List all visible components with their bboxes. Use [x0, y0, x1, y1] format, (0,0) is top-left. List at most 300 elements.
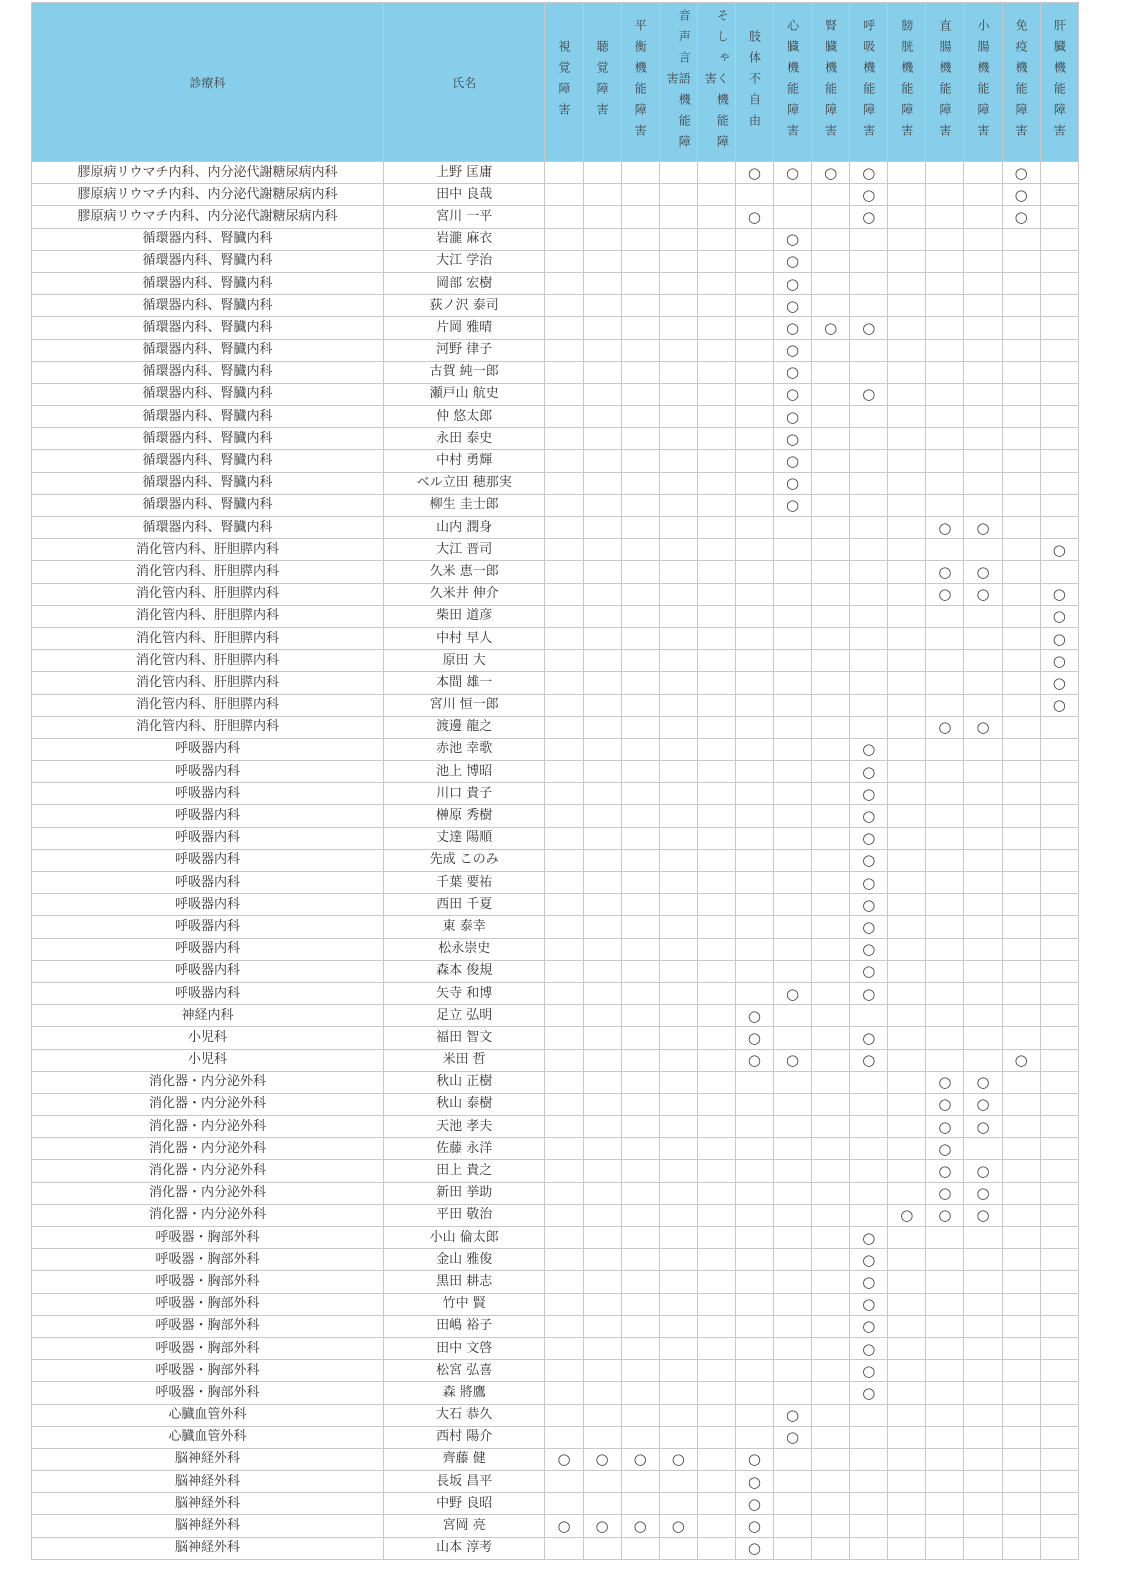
empty-cell: [926, 672, 964, 694]
table-row: [32, 672, 1079, 694]
header-category: 小腸機能障害: [964, 3, 1002, 162]
empty-cell: [621, 1293, 659, 1315]
empty-cell: [964, 494, 1002, 516]
empty-cell: [850, 605, 888, 627]
empty-cell: [621, 1537, 659, 1559]
empty-cell: [735, 894, 773, 916]
empty-cell: [583, 561, 621, 583]
empty-cell: [621, 1382, 659, 1404]
empty-cell: [774, 1382, 812, 1404]
circle-mark: ○: [774, 361, 812, 383]
empty-cell: [659, 761, 697, 783]
empty-cell: [964, 650, 1002, 672]
empty-cell: [659, 1204, 697, 1226]
empty-cell: [1002, 1227, 1040, 1249]
empty-cell: [621, 1249, 659, 1271]
empty-cell: [774, 1160, 812, 1182]
empty-cell: [697, 517, 735, 539]
empty-cell: [545, 1493, 583, 1515]
empty-cell: [1040, 494, 1078, 516]
empty-cell: [812, 406, 850, 428]
circle-mark: ○: [850, 827, 888, 849]
empty-cell: [1002, 1426, 1040, 1448]
empty-cell: [1002, 1160, 1040, 1182]
circle-mark: ○: [850, 738, 888, 760]
empty-cell: [1002, 1027, 1040, 1049]
empty-cell: [545, 184, 583, 206]
empty-cell: [735, 1093, 773, 1115]
empty-cell: [850, 361, 888, 383]
empty-cell: [697, 383, 735, 405]
empty-cell: [812, 228, 850, 250]
name-cell: 西田 千夏: [384, 894, 545, 916]
empty-cell: [812, 982, 850, 1004]
empty-cell: [926, 1027, 964, 1049]
empty-cell: [621, 1027, 659, 1049]
name-cell: 松永崇史: [384, 938, 545, 960]
empty-cell: [697, 1404, 735, 1426]
empty-cell: [888, 1471, 926, 1493]
empty-cell: [621, 1116, 659, 1138]
empty-cell: [659, 450, 697, 472]
empty-cell: [659, 1249, 697, 1271]
empty-cell: [964, 1493, 1002, 1515]
empty-cell: [812, 1515, 850, 1537]
empty-cell: [735, 472, 773, 494]
empty-cell: [621, 827, 659, 849]
name-cell: 佐藤 永洋: [384, 1138, 545, 1160]
empty-cell: [621, 1182, 659, 1204]
name-cell: 赤池 幸歌: [384, 738, 545, 760]
table-row: [32, 1493, 1079, 1515]
department-cell: 消化管内科、肝胆膵内科: [32, 650, 384, 672]
empty-cell: [926, 428, 964, 450]
empty-cell: [926, 1293, 964, 1315]
empty-cell: [659, 272, 697, 294]
empty-cell: [659, 627, 697, 649]
empty-cell: [1040, 1337, 1078, 1359]
circle-mark: ○: [926, 1182, 964, 1204]
empty-cell: [888, 827, 926, 849]
empty-cell: [1040, 1537, 1078, 1559]
empty-cell: [888, 561, 926, 583]
empty-cell: [926, 1471, 964, 1493]
empty-cell: [621, 1049, 659, 1071]
empty-cell: [735, 1426, 773, 1448]
department-cell: 小児科: [32, 1049, 384, 1071]
empty-cell: [850, 1071, 888, 1093]
empty-cell: [1002, 494, 1040, 516]
table-row: [32, 339, 1079, 361]
empty-cell: [964, 1515, 1002, 1537]
empty-cell: [926, 1404, 964, 1426]
table-row: [32, 406, 1079, 428]
circle-mark: ○: [1002, 206, 1040, 228]
empty-cell: [545, 1337, 583, 1359]
empty-cell: [926, 472, 964, 494]
empty-cell: [659, 162, 697, 184]
empty-cell: [697, 1227, 735, 1249]
empty-cell: [735, 361, 773, 383]
empty-cell: [926, 383, 964, 405]
empty-cell: [812, 1493, 850, 1515]
empty-cell: [964, 339, 1002, 361]
empty-cell: [583, 1116, 621, 1138]
empty-cell: [812, 938, 850, 960]
empty-cell: [659, 561, 697, 583]
circle-mark: ○: [774, 450, 812, 472]
empty-cell: [621, 716, 659, 738]
empty-cell: [774, 1093, 812, 1115]
empty-cell: [659, 317, 697, 339]
empty-cell: [659, 672, 697, 694]
empty-cell: [812, 1315, 850, 1337]
empty-cell: [1040, 872, 1078, 894]
empty-cell: [1040, 938, 1078, 960]
empty-cell: [1002, 1382, 1040, 1404]
empty-cell: [621, 583, 659, 605]
empty-cell: [735, 849, 773, 871]
department-cell: 呼吸器・胸部外科: [32, 1293, 384, 1315]
empty-cell: [583, 1337, 621, 1359]
empty-cell: [812, 472, 850, 494]
circle-mark: ○: [1040, 583, 1078, 605]
name-cell: 金山 雅俊: [384, 1249, 545, 1271]
department-cell: 消化管内科、肝胆膵内科: [32, 627, 384, 649]
empty-cell: [926, 849, 964, 871]
circle-mark: ○: [850, 982, 888, 1004]
empty-cell: [659, 228, 697, 250]
empty-cell: [583, 1315, 621, 1337]
empty-cell: [659, 872, 697, 894]
empty-cell: [812, 894, 850, 916]
circle-mark: ○: [850, 960, 888, 982]
empty-cell: [964, 428, 1002, 450]
empty-cell: [888, 184, 926, 206]
department-cell: 呼吸器・胸部外科: [32, 1337, 384, 1359]
empty-cell: [659, 517, 697, 539]
department-cell: 呼吸器内科: [32, 960, 384, 982]
empty-cell: [735, 428, 773, 450]
department-cell: 呼吸器内科: [32, 894, 384, 916]
empty-cell: [659, 982, 697, 1004]
empty-cell: [964, 184, 1002, 206]
name-cell: 新田 挙助: [384, 1182, 545, 1204]
empty-cell: [812, 428, 850, 450]
circle-mark: ○: [735, 162, 773, 184]
department-cell: 呼吸器内科: [32, 738, 384, 760]
circle-mark: ○: [774, 982, 812, 1004]
empty-cell: [1002, 761, 1040, 783]
empty-cell: [1040, 738, 1078, 760]
department-cell: 小児科: [32, 1027, 384, 1049]
empty-cell: [774, 1227, 812, 1249]
empty-cell: [926, 761, 964, 783]
circle-mark: ○: [735, 1005, 773, 1027]
circle-mark: ○: [850, 184, 888, 206]
empty-cell: [964, 539, 1002, 561]
empty-cell: [888, 783, 926, 805]
table-row: [32, 1293, 1079, 1315]
empty-cell: [735, 339, 773, 361]
empty-cell: [1002, 1271, 1040, 1293]
empty-cell: [583, 206, 621, 228]
empty-cell: [1040, 805, 1078, 827]
empty-cell: [812, 295, 850, 317]
empty-cell: [812, 184, 850, 206]
empty-cell: [621, 361, 659, 383]
name-cell: 中野 良昭: [384, 1493, 545, 1515]
empty-cell: [1040, 1138, 1078, 1160]
empty-cell: [888, 406, 926, 428]
department-cell: 循環器内科、腎臓内科: [32, 517, 384, 539]
circle-mark: ○: [850, 162, 888, 184]
empty-cell: [545, 1182, 583, 1204]
circle-mark: ○: [583, 1515, 621, 1537]
empty-cell: [888, 716, 926, 738]
empty-cell: [545, 650, 583, 672]
empty-cell: [583, 783, 621, 805]
circle-mark: ○: [964, 517, 1002, 539]
empty-cell: [812, 517, 850, 539]
empty-cell: [812, 1337, 850, 1359]
empty-cell: [1002, 716, 1040, 738]
empty-cell: [812, 738, 850, 760]
empty-cell: [1002, 938, 1040, 960]
empty-cell: [621, 1493, 659, 1515]
empty-cell: [1002, 894, 1040, 916]
circle-mark: ○: [1040, 539, 1078, 561]
empty-cell: [621, 517, 659, 539]
empty-cell: [888, 1005, 926, 1027]
empty-cell: [888, 472, 926, 494]
empty-cell: [697, 339, 735, 361]
table-row: [32, 982, 1079, 1004]
empty-cell: [621, 450, 659, 472]
empty-cell: [774, 1515, 812, 1537]
empty-cell: [850, 1404, 888, 1426]
empty-cell: [1040, 716, 1078, 738]
empty-cell: [1002, 317, 1040, 339]
empty-cell: [1040, 295, 1078, 317]
empty-cell: [964, 272, 1002, 294]
table-row: [32, 561, 1079, 583]
empty-cell: [545, 872, 583, 894]
empty-cell: [850, 1116, 888, 1138]
empty-cell: [1002, 472, 1040, 494]
empty-cell: [735, 672, 773, 694]
circle-mark: ○: [964, 1182, 1002, 1204]
empty-cell: [545, 1049, 583, 1071]
empty-cell: [1040, 206, 1078, 228]
empty-cell: [697, 1049, 735, 1071]
empty-cell: [926, 206, 964, 228]
empty-cell: [697, 1271, 735, 1293]
empty-cell: [1002, 450, 1040, 472]
circle-mark: ○: [774, 428, 812, 450]
empty-cell: [812, 916, 850, 938]
empty-cell: [812, 627, 850, 649]
empty-cell: [812, 1426, 850, 1448]
empty-cell: [697, 184, 735, 206]
name-cell: 久米 恵一郎: [384, 561, 545, 583]
circle-mark: ○: [659, 1448, 697, 1470]
table-row: [32, 583, 1079, 605]
empty-cell: [659, 716, 697, 738]
circle-mark: ○: [850, 916, 888, 938]
empty-cell: [812, 805, 850, 827]
empty-cell: [964, 228, 1002, 250]
empty-cell: [545, 1138, 583, 1160]
empty-cell: [735, 694, 773, 716]
empty-cell: [545, 694, 583, 716]
empty-cell: [697, 694, 735, 716]
empty-cell: [1002, 539, 1040, 561]
empty-cell: [964, 1138, 1002, 1160]
empty-cell: [774, 805, 812, 827]
circle-mark: ○: [735, 1515, 773, 1537]
empty-cell: [850, 1515, 888, 1537]
empty-cell: [621, 938, 659, 960]
empty-cell: [888, 1515, 926, 1537]
department-cell: 消化管内科、肝胆膵内科: [32, 694, 384, 716]
empty-cell: [697, 1093, 735, 1115]
circle-mark: ○: [926, 1071, 964, 1093]
empty-cell: [888, 1315, 926, 1337]
empty-cell: [1040, 1315, 1078, 1337]
empty-cell: [583, 849, 621, 871]
empty-cell: [697, 583, 735, 605]
table-row: [32, 428, 1079, 450]
name-cell: 本間 雄一: [384, 672, 545, 694]
name-cell: 瀬戸山 航史: [384, 383, 545, 405]
empty-cell: [926, 872, 964, 894]
circle-mark: ○: [1002, 1049, 1040, 1071]
header-category: 心臓機能障害: [774, 3, 812, 162]
empty-cell: [697, 849, 735, 871]
empty-cell: [659, 184, 697, 206]
empty-cell: [888, 206, 926, 228]
empty-cell: [659, 605, 697, 627]
table-row: [32, 1005, 1079, 1027]
empty-cell: [697, 1027, 735, 1049]
circle-mark: ○: [659, 1515, 697, 1537]
empty-cell: [850, 716, 888, 738]
empty-cell: [583, 317, 621, 339]
empty-cell: [1040, 1249, 1078, 1271]
empty-cell: [774, 627, 812, 649]
table-row: [32, 1360, 1079, 1382]
empty-cell: [1002, 916, 1040, 938]
empty-cell: [659, 1426, 697, 1448]
empty-cell: [964, 894, 1002, 916]
circle-mark: ○: [850, 206, 888, 228]
empty-cell: [1040, 561, 1078, 583]
empty-cell: [1002, 605, 1040, 627]
header-department: 診療科: [32, 3, 384, 162]
name-cell: 宮岡 亮: [384, 1515, 545, 1537]
empty-cell: [735, 627, 773, 649]
empty-cell: [583, 272, 621, 294]
circle-mark: ○: [964, 1160, 1002, 1182]
name-cell: 竹中 賢: [384, 1293, 545, 1315]
circle-mark: ○: [774, 295, 812, 317]
circle-mark: ○: [850, 1049, 888, 1071]
empty-cell: [1040, 1227, 1078, 1249]
empty-cell: [621, 206, 659, 228]
empty-cell: [659, 1382, 697, 1404]
empty-cell: [659, 1493, 697, 1515]
department-cell: 循環器内科、腎臓内科: [32, 317, 384, 339]
empty-cell: [1002, 982, 1040, 1004]
table-row: [32, 317, 1079, 339]
empty-cell: [1040, 1160, 1078, 1182]
circle-mark: ○: [774, 494, 812, 516]
empty-cell: [583, 1293, 621, 1315]
empty-cell: [735, 583, 773, 605]
table-header: [32, 3, 1079, 162]
circle-mark: ○: [850, 1315, 888, 1337]
name-cell: 秋山 正樹: [384, 1071, 545, 1093]
empty-cell: [812, 1271, 850, 1293]
empty-cell: [1002, 406, 1040, 428]
name-cell: 柴田 道彦: [384, 605, 545, 627]
empty-cell: [850, 1005, 888, 1027]
empty-cell: [812, 1071, 850, 1093]
empty-cell: [621, 916, 659, 938]
circle-mark: ○: [774, 228, 812, 250]
empty-cell: [697, 406, 735, 428]
empty-cell: [812, 1360, 850, 1382]
empty-cell: [545, 1093, 583, 1115]
empty-cell: [621, 627, 659, 649]
header-category: 腎臓機能障害: [812, 3, 850, 162]
department-cell: 呼吸器・胸部外科: [32, 1249, 384, 1271]
empty-cell: [888, 672, 926, 694]
empty-cell: [659, 494, 697, 516]
empty-cell: [1002, 561, 1040, 583]
empty-cell: [1002, 960, 1040, 982]
empty-cell: [926, 1271, 964, 1293]
circle-mark: ○: [774, 250, 812, 272]
empty-cell: [1002, 1515, 1040, 1537]
empty-cell: [1040, 272, 1078, 294]
empty-cell: [888, 1071, 926, 1093]
empty-cell: [774, 1204, 812, 1226]
empty-cell: [774, 761, 812, 783]
department-cell: 呼吸器・胸部外科: [32, 1360, 384, 1382]
circle-mark: ○: [583, 1448, 621, 1470]
empty-cell: [850, 228, 888, 250]
circle-mark: ○: [735, 1448, 773, 1470]
empty-cell: [697, 1337, 735, 1359]
empty-cell: [1040, 1360, 1078, 1382]
empty-cell: [774, 650, 812, 672]
department-cell: 呼吸器内科: [32, 982, 384, 1004]
circle-mark: ○: [1002, 162, 1040, 184]
empty-cell: [812, 583, 850, 605]
empty-cell: [583, 694, 621, 716]
empty-cell: [1002, 428, 1040, 450]
empty-cell: [812, 1249, 850, 1271]
empty-cell: [545, 583, 583, 605]
empty-cell: [850, 1093, 888, 1115]
empty-cell: [697, 494, 735, 516]
empty-cell: [545, 805, 583, 827]
empty-cell: [735, 184, 773, 206]
department-cell: 呼吸器内科: [32, 916, 384, 938]
empty-cell: [697, 916, 735, 938]
